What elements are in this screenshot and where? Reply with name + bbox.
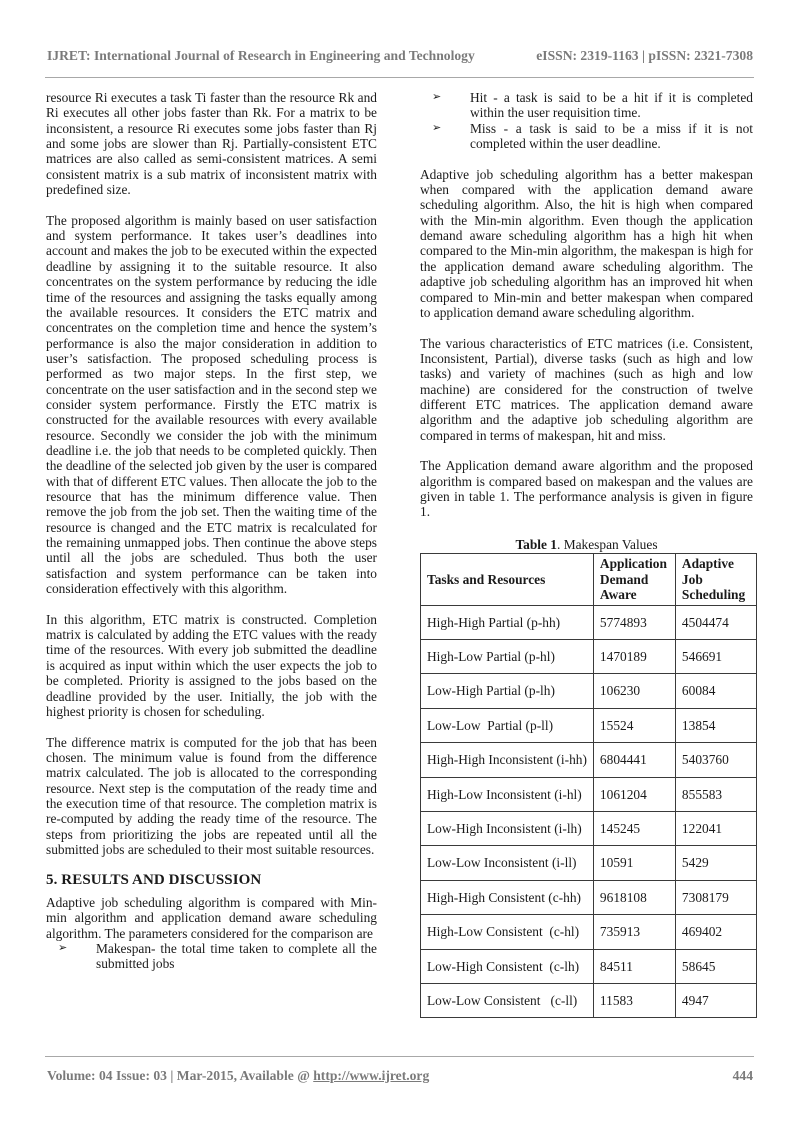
arrow-bullet-icon: ➢ [432, 121, 442, 134]
task-resource-cell: Low-High Partial (p-lh) [421, 674, 594, 708]
app-demand-aware-cell: 1470189 [593, 640, 675, 674]
bullet-list [420, 90, 753, 151]
paragraph: Adaptive job scheduling algorithm is compared with Min-min algorithm and application demand aware scheduling algorithm. The parameters considered for the comparison are [46, 895, 377, 941]
left-column [46, 90, 377, 987]
adaptive-job-cell: 13854 [675, 708, 756, 742]
paragraph: The difference matrix is computed for the job that has been chosen. The minimum value is found from the difference matrix calculated. The job is allocated to the corresponding resource. Next step is the computation of the ready time and the execution time of that resource. The completion matrix is re-computed by adding the ready time of the resource. The steps from prioritizing the jobs are repeated until all the submitted jobs are scheduled to their most suitable resources. [46, 734, 377, 857]
adaptive-job-cell: 122041 [675, 811, 756, 845]
adaptive-job-cell: 4504474 [675, 605, 756, 639]
adaptive-job-cell: 58645 [675, 949, 756, 983]
table-caption [420, 537, 753, 552]
app-demand-aware-cell: 145245 [593, 811, 675, 845]
table-caption-label: Table 1 [515, 536, 557, 552]
table-row [421, 674, 757, 708]
task-resource-cell: Low-Low Inconsistent (i-ll) [421, 846, 594, 880]
adaptive-job-cell: 5403760 [675, 743, 756, 777]
list-item-text: Miss - a task is said to be a miss if it is not completed within the user deadline. [470, 120, 753, 152]
paragraph: Adaptive job scheduling algorithm has a better makespan when compared with the application demand aware scheduling algorithm. Also, the hit is high when compared with the Min-min algorithm. Even though the application demand aware scheduling algorithm has a high hit when compared to the Min-min algorithm, the makespan is high for the application demand aware scheduling algorithm. The adaptive job scheduling algorithm has an improved hit when compared to Min-min and better makespan when compared to application demand aware scheduling algorithm. [420, 166, 753, 320]
adaptive-job-cell: 546691 [675, 640, 756, 674]
table-row [421, 605, 757, 639]
column-header: Adaptive Job Scheduling [675, 554, 756, 606]
list-item [420, 121, 753, 152]
task-resource-cell: High-High Partial (p-hh) [421, 605, 594, 639]
task-resource-cell: Low-High Inconsistent (i-lh) [421, 811, 594, 845]
task-resource-cell: High-Low Partial (p-hl) [421, 640, 594, 674]
task-resource-cell: High-Low Consistent (c-hl) [421, 915, 594, 949]
footer-rule [45, 1056, 754, 1057]
task-resource-cell: Low-High Consistent (c-lh) [421, 949, 594, 983]
journal-title: IJRET: International Journal of Research in Engineering and Technology [47, 48, 475, 63]
page-number: 444 [732, 1068, 753, 1083]
column-header: Application Demand Aware [593, 554, 675, 606]
table-row [421, 811, 757, 845]
app-demand-aware-cell: 735913 [593, 915, 675, 949]
adaptive-job-cell: 60084 [675, 674, 756, 708]
adaptive-job-cell: 469402 [675, 915, 756, 949]
paragraph: resource Ri executes a task Ti faster than the resource Rk and Ri executes all other jobs faster than Rk. For a matrix to be inconsistent, a resource Ri executes some jobs faster than Rj and some jobs are slower than Rj. Partially-consistent ETC matrices are also called as semi-consistent matrices. A semi consistent matrix is a sub matrix of inconsistent matrix with predefined size. [46, 90, 377, 198]
adaptive-job-cell: 7308179 [675, 880, 756, 914]
paragraph: In this algorithm, ETC matrix is constructed. Completion matrix is calculated by adding the ETC values with the ready time of the resources. With every job submitted the deadline is acquired as input within which the user expects the job to be completed. Priority is assigned to the jobs based on the deadline provided by the user. Initially, the job with the highest priority is chosen for scheduling. [46, 611, 377, 719]
adaptive-job-cell: 5429 [675, 846, 756, 880]
list-item [420, 90, 753, 121]
paragraph: The proposed algorithm is mainly based on user satisfaction and system performance. It takes user’s deadlines into account and makes the job to be executed within the expected deadline by assigning it to the suitable resource. It also concentrates on the system performance by reducing the idle time of the resources and assigning the tasks equally among the available resources. It considers the ETC matrix and concentrates on the completion time and hence the system’s performance is also the major consideration in addition to user’s satisfaction. The proposed scheduling process is performed as two major steps. In the first step, we concentrate on the user satisfaction and in the second step we consider system performance. Firstly the ETC matrix is constructed for the available resources with every available resource. Secondly we consider the job with the minimum deadline i.e. the job that needs to be completed quickly. Then the deadline of the selected job given by the user is compared with that of different ETC values. Then allocate the job to the resource that has the minimum difference value. Then remove the job from the job set. Then the waiting time of the resource is changed and the ETC matrix is recalculated for the remaining unmapped jobs. Then continue the above steps until all the jobs are scheduled. Thus both the user satisfaction and system performance can be taken into consideration effectively with this algorithm. [46, 212, 377, 597]
task-resource-cell: High-Low Inconsistent (i-hl) [421, 777, 594, 811]
table-row [421, 708, 757, 742]
right-column [420, 90, 753, 1018]
list-item-text: Hit - a task is said to be a hit if it is completed within the user requisition time. [470, 90, 753, 121]
table-row [421, 777, 757, 811]
table-row [421, 880, 757, 914]
app-demand-aware-cell: 5774893 [593, 605, 675, 639]
volume-info: Volume: 04 Issue: 03 | Mar-2015, Available @ [47, 1068, 314, 1083]
table-row [421, 915, 757, 949]
table-row [421, 846, 757, 880]
journal-link[interactable]: http://www.ijret.org [313, 1068, 430, 1083]
task-resource-cell: High-High Inconsistent (i-hh) [421, 743, 594, 777]
app-demand-aware-cell: 11583 [593, 983, 675, 1017]
table-header-row [421, 554, 757, 606]
arrow-bullet-icon: ➢ [432, 91, 442, 103]
footer-info [47, 1068, 429, 1084]
running-footer [47, 1066, 753, 1086]
list-item [46, 941, 377, 972]
task-resource-cell: High-High Consistent (c-hh) [421, 880, 594, 914]
table-caption-text: . Makespan Values [557, 536, 658, 552]
task-resource-cell: Low-Low Partial (p-ll) [421, 708, 594, 742]
task-resource-cell: Low-Low Consistent (c-ll) [421, 983, 594, 1017]
paragraph: The various characteristics of ETC matrices (i.e. Consistent, Inconsistent, Partial), diverse tasks (such as high and low tasks) and variety of machines (such as high and low machine) are considered for the construction of twelve different ETC matrices. The application demand aware algorithm and the adaptive job scheduling algorithm are compared in terms of makespan, hit and miss. [420, 335, 753, 443]
bullet-list [46, 941, 377, 972]
adaptive-job-cell: 4947 [675, 983, 756, 1017]
app-demand-aware-cell: 10591 [593, 846, 675, 880]
app-demand-aware-cell: 84511 [593, 949, 675, 983]
app-demand-aware-cell: 6804441 [593, 743, 675, 777]
table-row [421, 640, 757, 674]
issn: eISSN: 2319-1163 | pISSN: 2321-7308 [536, 48, 753, 63]
paragraph: The Application demand aware algorithm and the proposed algorithm is compared based on makespan and the values are given in table 1. The performance analysis is given in figure 1. [420, 458, 753, 520]
list-item-text: Makespan- the total time taken to complete all the submitted jobs [96, 941, 377, 972]
arrow-bullet-icon: ➢ [58, 942, 68, 955]
table-row [421, 743, 757, 777]
app-demand-aware-cell: 15524 [593, 708, 675, 742]
table-row [421, 949, 757, 983]
running-header [47, 45, 753, 67]
app-demand-aware-cell: 1061204 [593, 777, 675, 811]
table-row [421, 983, 757, 1017]
column-header: Tasks and Resources [421, 554, 594, 606]
section-heading: 5. RESULTS AND DISCUSSION [46, 871, 262, 888]
app-demand-aware-cell: 9618108 [593, 880, 675, 914]
header-rule [45, 77, 754, 78]
makespan-table [420, 553, 757, 1018]
adaptive-job-cell: 855583 [675, 777, 756, 811]
app-demand-aware-cell: 106230 [593, 674, 675, 708]
